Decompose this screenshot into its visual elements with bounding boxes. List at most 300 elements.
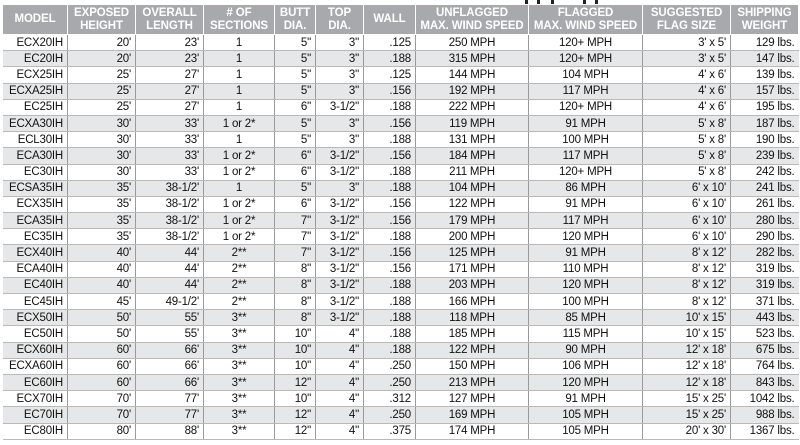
- cell-shipping-weight: 147 lbs.: [731, 51, 799, 67]
- cell-wall: .188: [364, 132, 416, 148]
- cell-flag-size: 3' x 5': [643, 35, 731, 51]
- cell-exposed-height: 45': [68, 294, 136, 310]
- cell-flagged-wind: 117 MPH: [529, 213, 643, 229]
- cell-model: EC30IH: [3, 164, 68, 180]
- cell-flag-size: 5' x 8': [643, 115, 731, 131]
- cell-top-dia: 4": [316, 407, 364, 423]
- cell-top-dia: 3-1/2": [316, 213, 364, 229]
- cell-flag-size: 5' x 8': [643, 148, 731, 164]
- cell-overall-length: 27': [136, 83, 204, 99]
- cell-wall: .156: [364, 148, 416, 164]
- cell-overall-length: 55': [136, 326, 204, 342]
- cell-flag-size: 10' x 15': [643, 310, 731, 326]
- cell-model: ECX25IH: [3, 67, 68, 83]
- cell-wall: .188: [364, 342, 416, 358]
- header-line: EXPOSED: [74, 7, 129, 19]
- cell-overall-length: 44': [136, 245, 204, 261]
- cell-exposed-height: 40': [68, 261, 136, 277]
- header-flag-size: [643, 5, 731, 35]
- cell-butt-dia: 10": [275, 342, 316, 358]
- cell-butt-dia: 6": [275, 148, 316, 164]
- cell-shipping-weight: 187 lbs.: [731, 115, 799, 131]
- cell-model: EC25IH: [3, 99, 68, 115]
- cell-flagged-wind: 120+ MPH: [529, 51, 643, 67]
- cell-unflagged-wind: 104 MPH: [416, 180, 529, 196]
- cell-flagged-wind: 117 MPH: [529, 83, 643, 99]
- cell-flag-size: 8' x 12': [643, 245, 731, 261]
- header-line: SUGGESTED: [650, 7, 723, 19]
- cell-model: ECA35IH: [3, 213, 68, 229]
- cell-exposed-height: 60': [68, 342, 136, 358]
- header-line: SHIPPING: [737, 7, 792, 19]
- cell-flagged-wind: 86 MPH: [529, 180, 643, 196]
- cell-exposed-height: 50': [68, 310, 136, 326]
- cell-overall-length: 44': [136, 277, 204, 293]
- cell-overall-length: 77': [136, 407, 204, 423]
- cell-sections: 3**: [204, 407, 275, 423]
- cell-top-dia: 4": [316, 423, 364, 439]
- cell-unflagged-wind: 131 MPH: [416, 132, 529, 148]
- cell-flag-size: 4' x 6': [643, 99, 731, 115]
- cell-sections: 3**: [204, 423, 275, 439]
- table-row: [3, 358, 799, 374]
- cell-exposed-height: 30': [68, 115, 136, 131]
- cell-exposed-height: 35': [68, 180, 136, 196]
- header-wall: [364, 5, 416, 35]
- cell-sections: 2**: [204, 294, 275, 310]
- cell-wall: .156: [364, 213, 416, 229]
- table-row: [3, 51, 799, 67]
- cell-sections: 1 or 2*: [204, 213, 275, 229]
- cell-model: EC35IH: [3, 229, 68, 245]
- cell-butt-dia: 6": [275, 196, 316, 212]
- cell-flagged-wind: 120 MPH: [529, 374, 643, 390]
- table-row: [3, 83, 799, 99]
- cell-shipping-weight: 129 lbs.: [731, 35, 799, 51]
- cell-overall-length: 66': [136, 342, 204, 358]
- cell-flag-size: 6' x 10': [643, 196, 731, 212]
- cell-flagged-wind: 106 MPH: [529, 358, 643, 374]
- cell-exposed-height: 70': [68, 391, 136, 407]
- cell-butt-dia: 5": [275, 180, 316, 196]
- cell-exposed-height: 35': [68, 229, 136, 245]
- table-row: [3, 196, 799, 212]
- cell-top-dia: 3-1/2": [316, 277, 364, 293]
- cell-wall: .188: [364, 310, 416, 326]
- cell-model: ECXA30IH: [3, 115, 68, 131]
- cell-sections: 1: [204, 51, 275, 67]
- cell-butt-dia: 5": [275, 51, 316, 67]
- cell-unflagged-wind: 192 MPH: [416, 83, 529, 99]
- cell-flagged-wind: 91 MPH: [529, 245, 643, 261]
- cell-flag-size: 12' x 18': [643, 374, 731, 390]
- cell-overall-length: 44': [136, 261, 204, 277]
- cell-wall: .188: [364, 164, 416, 180]
- header-butt-dia: [275, 5, 316, 35]
- cell-overall-length: 66': [136, 374, 204, 390]
- cell-top-dia: 4": [316, 326, 364, 342]
- cell-sections: 1 or 2*: [204, 115, 275, 131]
- cell-overall-length: 49-1/2': [136, 294, 204, 310]
- table-row: [3, 164, 799, 180]
- cell-sections: 1 or 2*: [204, 229, 275, 245]
- header-line: WEIGHT: [741, 19, 788, 32]
- cell-overall-length: 33': [136, 132, 204, 148]
- cell-flagged-wind: 100 MPH: [529, 132, 643, 148]
- cell-flag-size: 6' x 10': [643, 180, 731, 196]
- cell-shipping-weight: 261 lbs.: [731, 196, 799, 212]
- table-row: [3, 180, 799, 196]
- table-row: [3, 261, 799, 277]
- header-line: OVERALL: [142, 7, 197, 19]
- cell-flag-size: 4' x 6': [643, 67, 731, 83]
- cell-model: ECX70IH: [3, 391, 68, 407]
- cell-unflagged-wind: 122 MPH: [416, 196, 529, 212]
- cell-shipping-weight: 1367 lbs.: [731, 423, 799, 439]
- cell-butt-dia: 5": [275, 83, 316, 99]
- cell-butt-dia: 7": [275, 245, 316, 261]
- cell-top-dia: 3-1/2": [316, 99, 364, 115]
- cell-top-dia: 4": [316, 374, 364, 390]
- cell-model: ECA40IH: [3, 261, 68, 277]
- cell-wall: .188: [364, 294, 416, 310]
- cell-unflagged-wind: 144 MPH: [416, 67, 529, 83]
- cell-sections: 1: [204, 99, 275, 115]
- cell-shipping-weight: 157 lbs.: [731, 83, 799, 99]
- cell-overall-length: 23': [136, 35, 204, 51]
- cell-top-dia: 4": [316, 342, 364, 358]
- cell-sections: 2**: [204, 245, 275, 261]
- cell-sections: 1: [204, 132, 275, 148]
- cell-butt-dia: 5": [275, 67, 316, 83]
- cell-overall-length: 88': [136, 423, 204, 439]
- cell-flag-size: 12' x 18': [643, 342, 731, 358]
- cell-shipping-weight: 242 lbs.: [731, 164, 799, 180]
- table-header-row: [3, 5, 799, 35]
- cell-flagged-wind: 91 MPH: [529, 391, 643, 407]
- cell-flag-size: 8' x 12': [643, 294, 731, 310]
- cell-unflagged-wind: 125 MPH: [416, 245, 529, 261]
- cell-flagged-wind: 91 MPH: [529, 115, 643, 131]
- cell-flagged-wind: 90 MPH: [529, 342, 643, 358]
- cell-unflagged-wind: 119 MPH: [416, 115, 529, 131]
- cell-overall-length: 77': [136, 391, 204, 407]
- cell-unflagged-wind: 211 MPH: [416, 164, 529, 180]
- cell-sections: 1 or 2*: [204, 148, 275, 164]
- cell-wall: .188: [364, 277, 416, 293]
- cell-wall: .156: [364, 83, 416, 99]
- cell-unflagged-wind: 185 MPH: [416, 326, 529, 342]
- cell-wall: .156: [364, 261, 416, 277]
- cell-flagged-wind: 104 MPH: [529, 67, 643, 83]
- cell-model: ECX40IH: [3, 245, 68, 261]
- cell-butt-dia: 5": [275, 115, 316, 131]
- cell-butt-dia: 6": [275, 99, 316, 115]
- cell-overall-length: 23': [136, 51, 204, 67]
- cell-wall: .156: [364, 196, 416, 212]
- cell-exposed-height: 25': [68, 83, 136, 99]
- cell-shipping-weight: 282 lbs.: [731, 245, 799, 261]
- table-row: [3, 407, 799, 423]
- cell-top-dia: 3-1/2": [316, 245, 364, 261]
- cell-overall-length: 33': [136, 164, 204, 180]
- table-row: [3, 342, 799, 358]
- cell-unflagged-wind: 174 MPH: [416, 423, 529, 439]
- cell-exposed-height: 30': [68, 164, 136, 180]
- table-row: [3, 374, 799, 390]
- cell-butt-dia: 5": [275, 35, 316, 51]
- cell-overall-length: 27': [136, 67, 204, 83]
- cell-flagged-wind: 91 MPH: [529, 196, 643, 212]
- header-line: MAX. WIND SPEED: [533, 19, 638, 32]
- table-row: [3, 245, 799, 261]
- cell-wall: .156: [364, 245, 416, 261]
- cell-model: ECX50IH: [3, 310, 68, 326]
- cell-shipping-weight: 988 lbs.: [731, 407, 799, 423]
- cell-shipping-weight: 319 lbs.: [731, 261, 799, 277]
- header-model: [3, 5, 68, 35]
- cell-top-dia: 4": [316, 358, 364, 374]
- header-sections: [204, 5, 275, 35]
- cell-unflagged-wind: 118 MPH: [416, 310, 529, 326]
- cell-wall: .188: [364, 326, 416, 342]
- cell-unflagged-wind: 213 MPH: [416, 374, 529, 390]
- cell-butt-dia: 12": [275, 407, 316, 423]
- flagpole-spec-table: [2, 4, 799, 440]
- cell-wall: .188: [364, 229, 416, 245]
- cell-flagged-wind: 120+ MPH: [529, 164, 643, 180]
- cell-unflagged-wind: 169 MPH: [416, 407, 529, 423]
- cell-top-dia: 3": [316, 51, 364, 67]
- table-row: [3, 99, 799, 115]
- cell-unflagged-wind: 203 MPH: [416, 277, 529, 293]
- cell-model: EC60IH: [3, 374, 68, 390]
- cell-unflagged-wind: 184 MPH: [416, 148, 529, 164]
- cell-unflagged-wind: 315 MPH: [416, 51, 529, 67]
- cell-model: ECL30IH: [3, 132, 68, 148]
- cell-model: EC70IH: [3, 407, 68, 423]
- cell-flagged-wind: 120+ MPH: [529, 35, 643, 51]
- cell-flag-size: 6' x 10': [643, 213, 731, 229]
- table-row: [3, 132, 799, 148]
- header-line: BUTT: [279, 7, 311, 19]
- cell-overall-length: 66': [136, 358, 204, 374]
- cell-top-dia: 3-1/2": [316, 148, 364, 164]
- table-row: [3, 67, 799, 83]
- cell-flag-size: 5' x 8': [643, 132, 731, 148]
- table-row: [3, 35, 799, 51]
- header-line: FLAGGED: [557, 7, 614, 19]
- cell-sections: 1: [204, 83, 275, 99]
- table-row: [3, 229, 799, 245]
- cell-top-dia: 3": [316, 115, 364, 131]
- cell-wall: .188: [364, 180, 416, 196]
- cell-unflagged-wind: 250 MPH: [416, 35, 529, 51]
- table-row: [3, 326, 799, 342]
- cell-flag-size: 15' x 25': [643, 407, 731, 423]
- cell-unflagged-wind: 166 MPH: [416, 294, 529, 310]
- cell-shipping-weight: 190 lbs.: [731, 132, 799, 148]
- cell-model: ECXA25IH: [3, 83, 68, 99]
- cell-exposed-height: 40': [68, 245, 136, 261]
- cell-exposed-height: 50': [68, 326, 136, 342]
- cell-exposed-height: 25': [68, 67, 136, 83]
- cell-butt-dia: 8": [275, 277, 316, 293]
- cell-unflagged-wind: 179 MPH: [416, 213, 529, 229]
- table-row: [3, 310, 799, 326]
- cell-model: EC80IH: [3, 423, 68, 439]
- cell-flag-size: 15' x 25': [643, 391, 731, 407]
- cell-sections: 3**: [204, 310, 275, 326]
- cell-wall: .375: [364, 423, 416, 439]
- cell-model: EC50IH: [3, 326, 68, 342]
- cell-shipping-weight: 1042 lbs.: [731, 391, 799, 407]
- cell-flagged-wind: 85 MPH: [529, 310, 643, 326]
- cell-sections: 3**: [204, 358, 275, 374]
- cell-shipping-weight: 280 lbs.: [731, 213, 799, 229]
- cell-exposed-height: 80': [68, 423, 136, 439]
- cell-flag-size: 5' x 8': [643, 164, 731, 180]
- cell-shipping-weight: 290 lbs.: [731, 229, 799, 245]
- cell-overall-length: 38-1/2': [136, 229, 204, 245]
- cell-flagged-wind: 115 MPH: [529, 326, 643, 342]
- cell-overall-length: 55': [136, 310, 204, 326]
- cell-exposed-height: 30': [68, 132, 136, 148]
- table-row: [3, 115, 799, 131]
- cell-top-dia: 3": [316, 132, 364, 148]
- cell-exposed-height: 40': [68, 277, 136, 293]
- cell-model: ECSA35IH: [3, 180, 68, 196]
- cell-shipping-weight: 319 lbs.: [731, 277, 799, 293]
- cell-unflagged-wind: 122 MPH: [416, 342, 529, 358]
- cell-flag-size: 10' x 15': [643, 326, 731, 342]
- cell-flag-size: 4' x 6': [643, 83, 731, 99]
- table-row: [3, 294, 799, 310]
- cell-exposed-height: 35': [68, 196, 136, 212]
- table-body: [3, 35, 799, 440]
- cell-sections: 1: [204, 180, 275, 196]
- cell-sections: 3**: [204, 342, 275, 358]
- cell-unflagged-wind: 127 MPH: [416, 391, 529, 407]
- cell-butt-dia: 10": [275, 391, 316, 407]
- cell-butt-dia: 5": [275, 132, 316, 148]
- header-line: DIA.: [283, 19, 307, 32]
- cell-exposed-height: 20': [68, 51, 136, 67]
- cell-flagged-wind: 110 MPH: [529, 261, 643, 277]
- cell-top-dia: 4": [316, 391, 364, 407]
- cell-model: EC20IH: [3, 51, 68, 67]
- cell-exposed-height: 20': [68, 35, 136, 51]
- header-shipping-weight: [731, 5, 799, 35]
- header-top-dia: [316, 5, 364, 35]
- cell-sections: 1 or 2*: [204, 196, 275, 212]
- cell-wall: .125: [364, 35, 416, 51]
- header-line: # OF: [226, 7, 252, 19]
- cell-flagged-wind: 120 MPH: [529, 277, 643, 293]
- cell-butt-dia: 10": [275, 358, 316, 374]
- cell-shipping-weight: 523 lbs.: [731, 326, 799, 342]
- cell-overall-length: 38-1/2': [136, 196, 204, 212]
- header-line: SECTIONS: [210, 19, 268, 32]
- cell-sections: 3**: [204, 391, 275, 407]
- cell-model: EC45IH: [3, 294, 68, 310]
- cell-shipping-weight: 139 lbs.: [731, 67, 799, 83]
- cell-shipping-weight: 675 lbs.: [731, 342, 799, 358]
- cell-exposed-height: 70': [68, 407, 136, 423]
- cell-top-dia: 3-1/2": [316, 261, 364, 277]
- header-exposed-height: [68, 5, 136, 35]
- cell-flag-size: 20' x 30': [643, 423, 731, 439]
- cell-butt-dia: 10": [275, 326, 316, 342]
- cell-exposed-height: 35': [68, 213, 136, 229]
- cell-wall: .250: [364, 407, 416, 423]
- cell-butt-dia: 7": [275, 213, 316, 229]
- cell-flagged-wind: 120 MPH: [529, 229, 643, 245]
- cell-model: ECX20IH: [3, 35, 68, 51]
- cell-flagged-wind: 105 MPH: [529, 407, 643, 423]
- cell-model: ECX35IH: [3, 196, 68, 212]
- header-line: MODEL: [14, 13, 56, 26]
- cell-wall: .312: [364, 391, 416, 407]
- cell-sections: 1: [204, 67, 275, 83]
- cell-shipping-weight: 843 lbs.: [731, 374, 799, 390]
- cell-flag-size: 8' x 12': [643, 277, 731, 293]
- header-line: TOP DIA.: [327, 7, 352, 32]
- cell-top-dia: 3-1/2": [316, 196, 364, 212]
- table-row: [3, 213, 799, 229]
- cell-exposed-height: 60': [68, 374, 136, 390]
- table-row: [3, 277, 799, 293]
- cell-unflagged-wind: 150 MPH: [416, 358, 529, 374]
- header-line: LENGTH: [146, 19, 193, 32]
- header-line: WALL: [373, 13, 406, 26]
- cell-unflagged-wind: 171 MPH: [416, 261, 529, 277]
- cell-flag-size: 3' x 5': [643, 51, 731, 67]
- cell-overall-length: 27': [136, 99, 204, 115]
- cell-shipping-weight: 195 lbs.: [731, 99, 799, 115]
- cell-shipping-weight: 371 lbs.: [731, 294, 799, 310]
- cell-top-dia: 3": [316, 67, 364, 83]
- cell-wall: .250: [364, 358, 416, 374]
- cell-unflagged-wind: 222 MPH: [416, 99, 529, 115]
- cell-butt-dia: 8": [275, 294, 316, 310]
- cell-model: EC40IH: [3, 277, 68, 293]
- table-row: [3, 148, 799, 164]
- cell-overall-length: 38-1/2': [136, 180, 204, 196]
- cell-flagged-wind: 105 MPH: [529, 423, 643, 439]
- cell-flagged-wind: 120+ MPH: [529, 99, 643, 115]
- cell-top-dia: 3-1/2": [316, 294, 364, 310]
- cell-flagged-wind: 100 MPH: [529, 294, 643, 310]
- cell-exposed-height: 30': [68, 148, 136, 164]
- cell-sections: 1 or 2*: [204, 164, 275, 180]
- table-row: [3, 391, 799, 407]
- cell-wall: .250: [364, 374, 416, 390]
- cell-top-dia: 3-1/2": [316, 229, 364, 245]
- cell-top-dia: 3": [316, 83, 364, 99]
- cell-model: ECXA60IH: [3, 358, 68, 374]
- header-line: MAX. WIND SPEED: [420, 19, 524, 32]
- cell-butt-dia: 12": [275, 423, 316, 439]
- cell-wall: .156: [364, 115, 416, 131]
- cell-sections: 3**: [204, 326, 275, 342]
- cell-butt-dia: 12": [275, 374, 316, 390]
- header-overall-length: [136, 5, 204, 35]
- cell-butt-dia: 6": [275, 164, 316, 180]
- cell-top-dia: 3-1/2": [316, 310, 364, 326]
- cell-wall: .188: [364, 99, 416, 115]
- cell-top-dia: 3": [316, 180, 364, 196]
